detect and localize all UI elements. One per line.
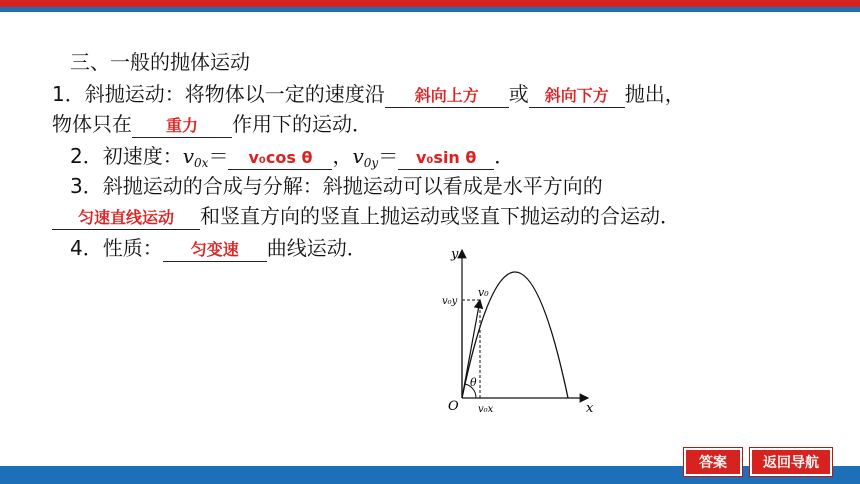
top-red-stripe <box>0 0 860 7</box>
back-navigation-button[interactable]: 返回导航 <box>750 448 832 476</box>
projectile-diagram <box>430 244 610 420</box>
origin-label: O <box>448 399 459 414</box>
item1-line2: 物体只在 重力 作用下的运动． <box>52 112 372 136</box>
item4-line: 4．性质： 匀变速 曲线运动． <box>70 236 367 260</box>
blank-v0x: v₀cos θ <box>228 147 332 170</box>
v0x-label: v₀x <box>478 404 494 415</box>
answer-button[interactable]: 答案 <box>684 448 742 476</box>
y-label: y <box>451 247 459 262</box>
theta-label: θ <box>470 376 477 389</box>
blank-oblique-up: 斜向上方 <box>385 85 509 108</box>
blank-v0y: v₀sin θ <box>398 147 494 170</box>
item2-line: 2．初速度：$v_{0x}= v_0\cos$ θ ，$v_{0y}= v_0\sin$ θ ． <box>70 144 515 170</box>
item3-line2: 匀速直线运动 和竖直方向的竖直上抛运动或竖直下抛运动的合运动． <box>52 202 680 230</box>
v0-label: v₀ <box>478 286 489 299</box>
v0y-label: v₀y <box>442 296 458 307</box>
item1-line1: 1．斜抛运动：将物体以一定的速度沿 斜向上方 或 斜向下方 抛出， <box>52 82 685 106</box>
top-banner <box>0 0 860 12</box>
blank-uniform-linear: 匀速直线运动 <box>52 207 200 230</box>
blank-uniformly-variable: 匀变速 <box>163 239 267 262</box>
section-title: 三、一般的抛体运动 <box>70 50 250 74</box>
blank-oblique-down: 斜向下方 <box>529 85 625 108</box>
item3-line1: 3．斜抛运动的合成与分解：斜抛运动可以看成是水平方向的 <box>70 174 603 198</box>
blank-gravity: 重力 <box>132 115 232 138</box>
x-label: x <box>586 401 594 416</box>
top-blue-stripe <box>0 7 860 12</box>
